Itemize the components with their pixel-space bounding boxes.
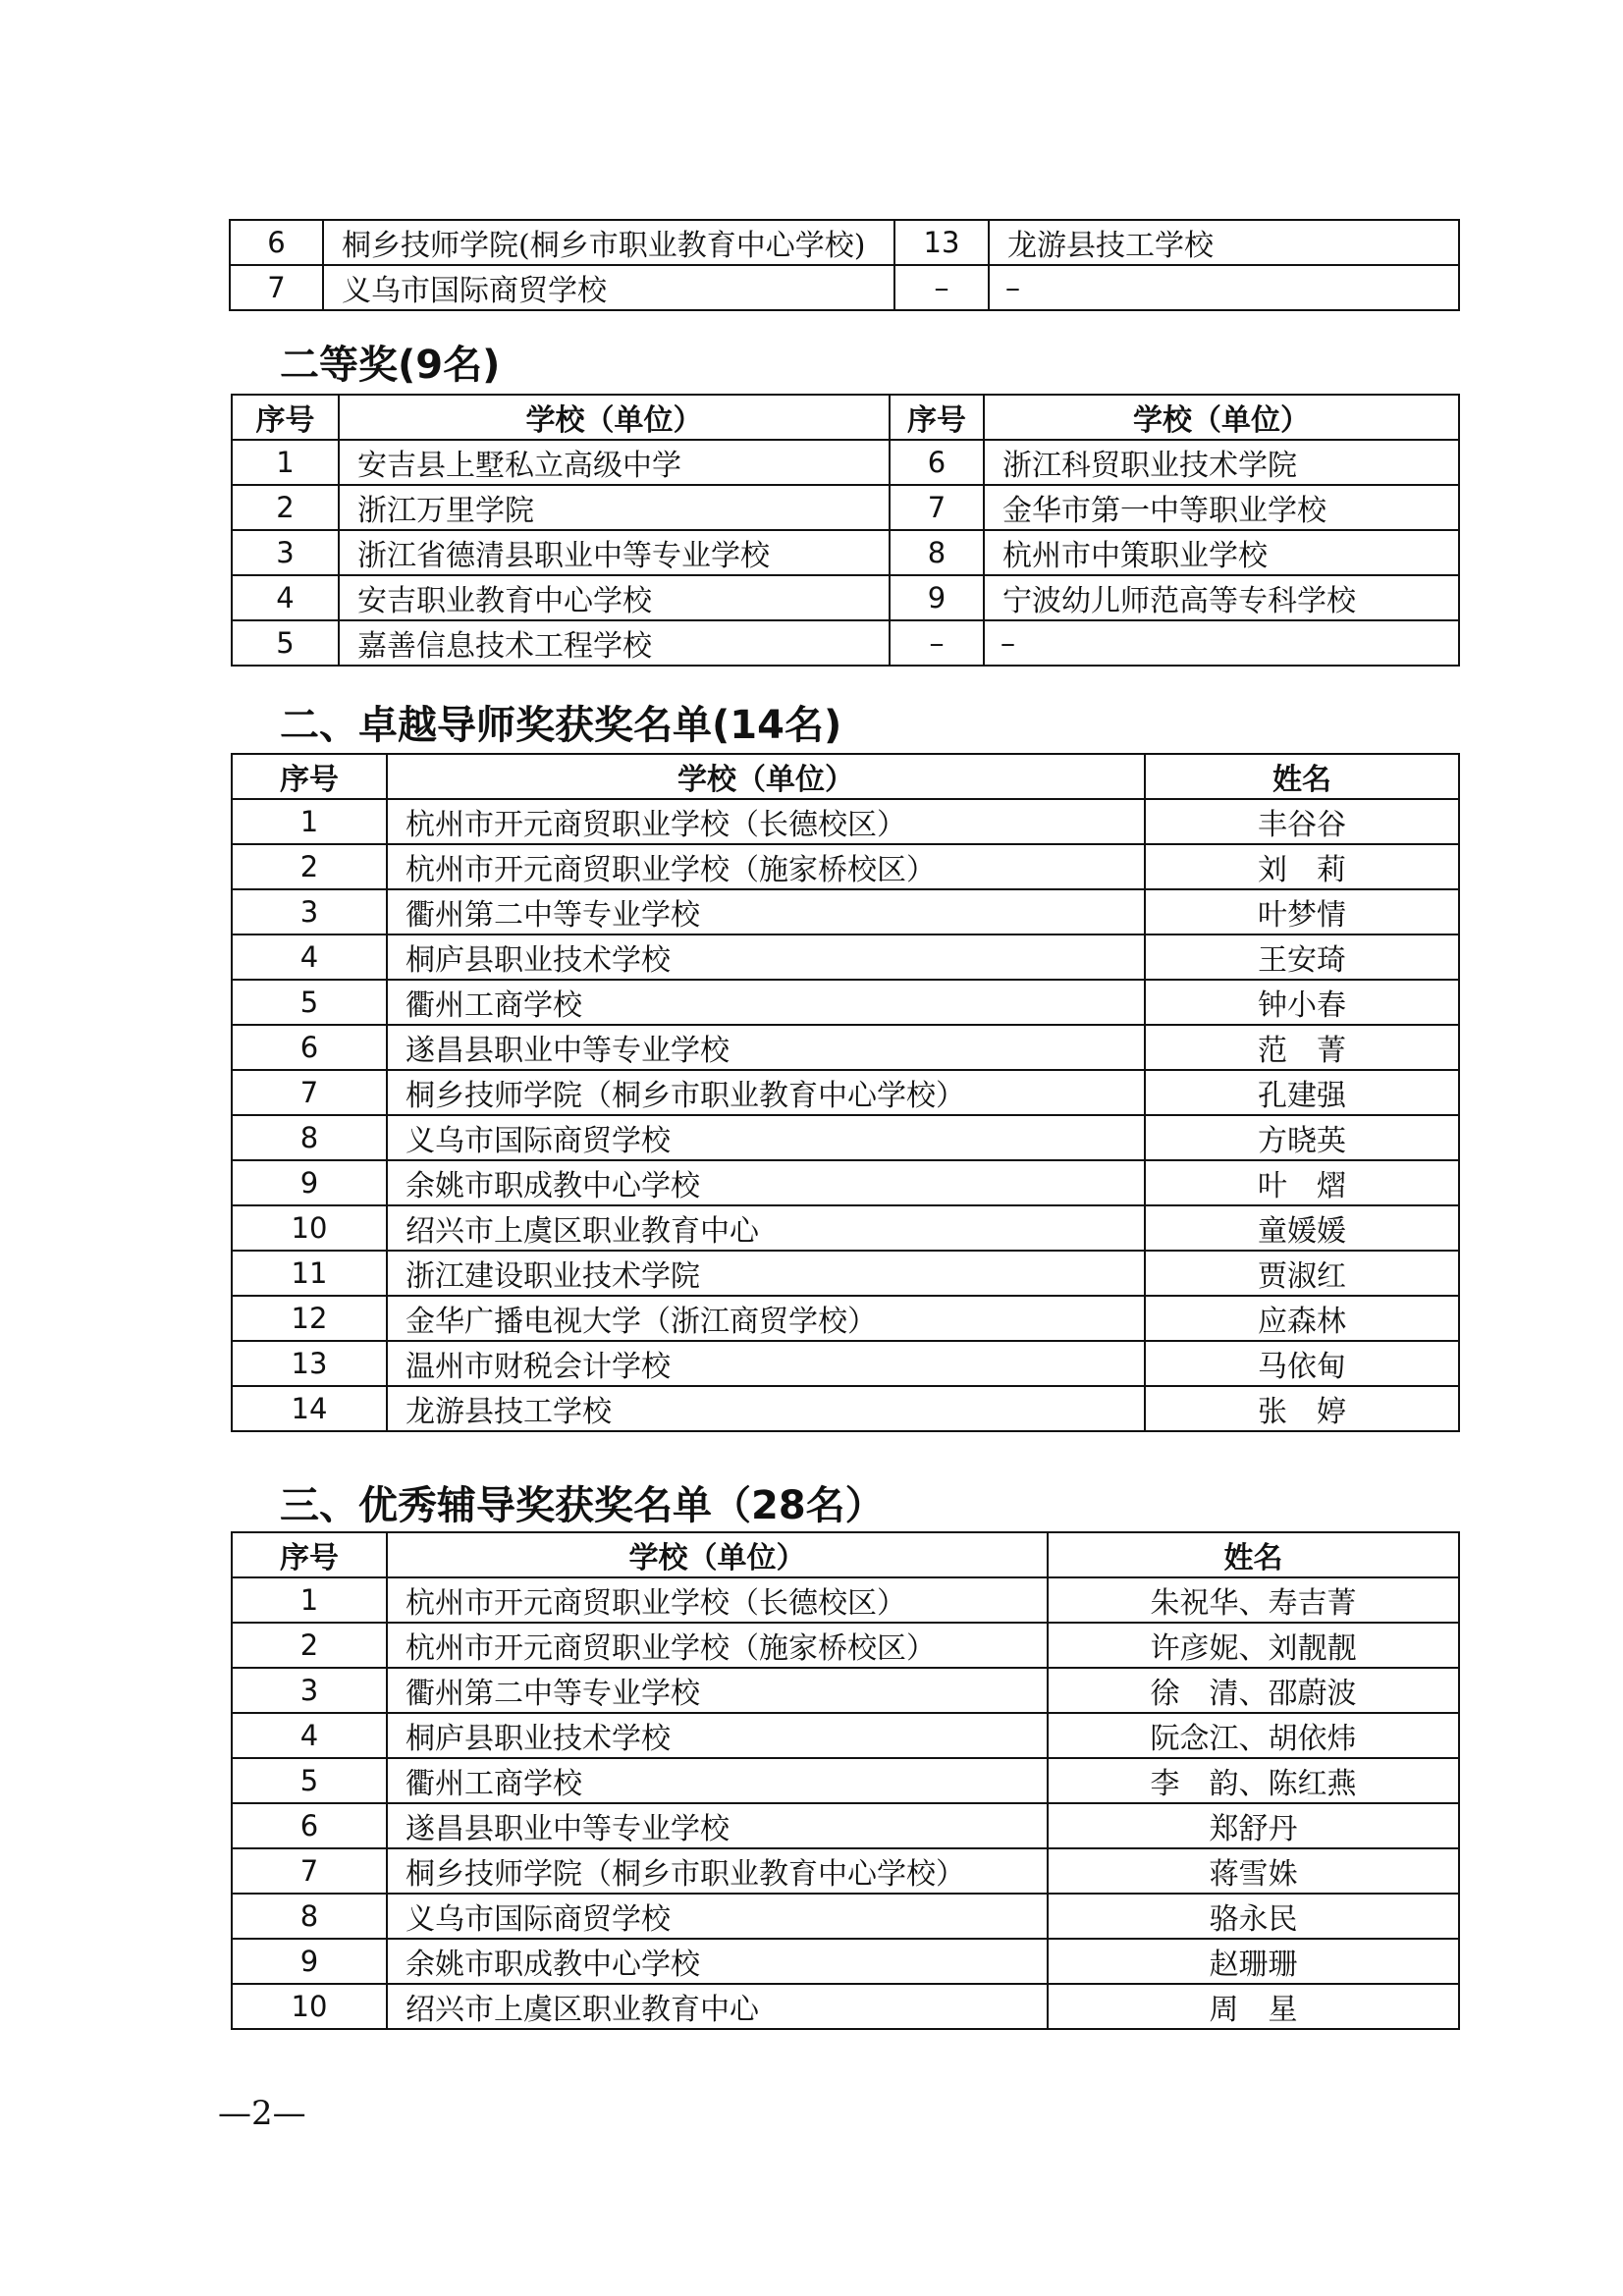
table-row [232, 1070, 1459, 1115]
school-name: 衢州工商学校 [387, 980, 1145, 1025]
table-header-row [232, 754, 1459, 799]
school-name: 杭州市开元商贸职业学校（长德校区） [387, 799, 1145, 844]
row-number: 11 [232, 1251, 387, 1296]
first-prize-continuation-table [229, 219, 1460, 311]
row-number: 2 [232, 1623, 387, 1668]
row-number: 3 [232, 1668, 387, 1713]
school-name: 金华广播电视大学（浙江商贸学校） [387, 1296, 1145, 1341]
header-no: 序号 [232, 395, 339, 440]
table-row [232, 575, 1459, 620]
school-name: 余姚市职成教中心学校 [387, 1160, 1145, 1205]
row-number: 6 [232, 1025, 387, 1070]
table-row [232, 1713, 1459, 1758]
school-name: 龙游县技工学校 [387, 1386, 1145, 1431]
school-name: 杭州市开元商贸职业学校（施家桥校区） [387, 1623, 1048, 1668]
table-row [232, 1758, 1459, 1803]
school-name: 衢州工商学校 [387, 1758, 1048, 1803]
person-name: 童媛媛 [1145, 1205, 1459, 1251]
header-school: 学校（单位） [339, 395, 890, 440]
person-name: 贾淑红 [1145, 1251, 1459, 1296]
school-name: 浙江建设职业技术学院 [387, 1251, 1145, 1296]
school-name: 安吉职业教育中心学校 [339, 575, 890, 620]
mentor-award-table [231, 753, 1460, 1432]
row-number: 5 [232, 620, 339, 666]
school-name: – [984, 620, 1459, 666]
table-row [232, 934, 1459, 980]
row-number: 6 [232, 1803, 387, 1848]
table-row [232, 1160, 1459, 1205]
header-no: 序号 [232, 754, 387, 799]
school-name: 义乌市国际商贸学校 [323, 265, 894, 310]
table-row [232, 1623, 1459, 1668]
table-row [232, 1984, 1459, 2029]
person-name: 孔建强 [1145, 1070, 1459, 1115]
table-row [232, 1577, 1459, 1623]
school-name: 龙游县技工学校 [989, 220, 1459, 265]
header-no: 序号 [890, 395, 984, 440]
page-number: —2— [218, 2094, 306, 2133]
school-name: 义乌市国际商贸学校 [387, 1115, 1145, 1160]
school-name: 浙江万里学院 [339, 485, 890, 530]
person-name: 钟小春 [1145, 980, 1459, 1025]
table-row [232, 1025, 1459, 1070]
school-name: 安吉县上墅私立高级中学 [339, 440, 890, 485]
school-name: 桐乡技师学院(桐乡市职业教育中心学校) [323, 220, 894, 265]
row-number: 13 [894, 220, 989, 265]
row-number: 9 [232, 1160, 387, 1205]
person-name: 李 韵、陈红燕 [1048, 1758, 1459, 1803]
row-number: 12 [232, 1296, 387, 1341]
table-row [230, 220, 1459, 265]
row-number: 4 [232, 934, 387, 980]
school-name: 浙江科贸职业技术学院 [984, 440, 1459, 485]
table-row [232, 1939, 1459, 1984]
school-name: 桐庐县职业技术学校 [387, 934, 1145, 980]
header-school: 学校（单位） [387, 754, 1145, 799]
person-name: 徐 清、邵蔚波 [1048, 1668, 1459, 1713]
table-row [232, 844, 1459, 889]
row-number: 7 [230, 265, 323, 310]
school-name: 义乌市国际商贸学校 [387, 1894, 1048, 1939]
school-name: 宁波幼儿师范高等专科学校 [984, 575, 1459, 620]
school-name: 余姚市职成教中心学校 [387, 1939, 1048, 1984]
table-row [232, 799, 1459, 844]
table-row [232, 620, 1459, 666]
table-row [232, 485, 1459, 530]
row-number: 13 [232, 1341, 387, 1386]
person-name: 方晓英 [1145, 1115, 1459, 1160]
header-school: 学校（单位） [387, 1532, 1048, 1577]
table-row [232, 980, 1459, 1025]
table-row [232, 889, 1459, 934]
table-row [232, 440, 1459, 485]
table-row [232, 1668, 1459, 1713]
school-name: 温州市财税会计学校 [387, 1341, 1145, 1386]
header-name: 姓名 [1145, 754, 1459, 799]
person-name: 刘 莉 [1145, 844, 1459, 889]
table-row [230, 265, 1459, 310]
person-name: 张 婷 [1145, 1386, 1459, 1431]
row-number: 4 [232, 1713, 387, 1758]
row-number: 7 [232, 1070, 387, 1115]
row-number: 5 [232, 1758, 387, 1803]
header-no: 序号 [232, 1532, 387, 1577]
table-row [232, 1386, 1459, 1431]
table-row [232, 1848, 1459, 1894]
table-row [232, 1341, 1459, 1386]
person-name: 赵珊珊 [1048, 1939, 1459, 1984]
row-number: 14 [232, 1386, 387, 1431]
row-number: 6 [890, 440, 984, 485]
row-number: – [894, 265, 989, 310]
row-number: 7 [232, 1848, 387, 1894]
school-name: 金华市第一中等职业学校 [984, 485, 1459, 530]
person-name: 王安琦 [1145, 934, 1459, 980]
table-header-row [232, 1532, 1459, 1577]
table-row [232, 1205, 1459, 1251]
row-number: 1 [232, 1577, 387, 1623]
person-name: 应森林 [1145, 1296, 1459, 1341]
row-number: 4 [232, 575, 339, 620]
row-number: 3 [232, 530, 339, 575]
school-name: 桐庐县职业技术学校 [387, 1713, 1048, 1758]
person-name: 许彦妮、刘靓靓 [1048, 1623, 1459, 1668]
row-number: 7 [890, 485, 984, 530]
row-number: 10 [232, 1984, 387, 2029]
school-name: 衢州第二中等专业学校 [387, 889, 1145, 934]
row-number: 1 [232, 799, 387, 844]
school-name: 绍兴市上虞区职业教育中心 [387, 1984, 1048, 2029]
person-name: 叶梦情 [1145, 889, 1459, 934]
row-number: 8 [890, 530, 984, 575]
row-number: 2 [232, 485, 339, 530]
school-name: 杭州市中策职业学校 [984, 530, 1459, 575]
row-number: 6 [230, 220, 323, 265]
tutor-award-heading: 三、优秀辅导奖获奖名单（28名） [280, 1483, 885, 1528]
person-name: 叶 熠 [1145, 1160, 1459, 1205]
person-name: 范 菁 [1145, 1025, 1459, 1070]
row-number: 9 [890, 575, 984, 620]
person-name: 朱祝华、寿吉菁 [1048, 1577, 1459, 1623]
row-number: 2 [232, 844, 387, 889]
second-prize-table [231, 394, 1460, 667]
school-name: 嘉善信息技术工程学校 [339, 620, 890, 666]
person-name: 蒋雪姝 [1048, 1848, 1459, 1894]
school-name: – [989, 265, 1459, 310]
school-name: 浙江省德清县职业中等专业学校 [339, 530, 890, 575]
mentor-award-heading: 二、卓越导师奖获奖名单(14名) [280, 703, 842, 748]
school-name: 杭州市开元商贸职业学校（长德校区） [387, 1577, 1048, 1623]
row-number: 8 [232, 1894, 387, 1939]
person-name: 周 星 [1048, 1984, 1459, 2029]
header-name: 姓名 [1048, 1532, 1459, 1577]
row-number: 1 [232, 440, 339, 485]
school-name: 桐乡技师学院（桐乡市职业教育中心学校） [387, 1848, 1048, 1894]
person-name: 骆永民 [1048, 1894, 1459, 1939]
school-name: 杭州市开元商贸职业学校（施家桥校区） [387, 844, 1145, 889]
table-row [232, 1115, 1459, 1160]
table-row [232, 1803, 1459, 1848]
row-number: 3 [232, 889, 387, 934]
person-name: 阮念江、胡依炜 [1048, 1713, 1459, 1758]
row-number: 10 [232, 1205, 387, 1251]
person-name: 郑舒丹 [1048, 1803, 1459, 1848]
table-row [232, 1296, 1459, 1341]
row-number: – [890, 620, 984, 666]
row-number: 5 [232, 980, 387, 1025]
school-name: 遂昌县职业中等专业学校 [387, 1025, 1145, 1070]
table-row [232, 1251, 1459, 1296]
row-number: 8 [232, 1115, 387, 1160]
header-school: 学校（单位） [984, 395, 1459, 440]
tutor-award-table [231, 1531, 1460, 2030]
row-number: 9 [232, 1939, 387, 1984]
table-row [232, 1894, 1459, 1939]
person-name: 马依甸 [1145, 1341, 1459, 1386]
person-name: 丰谷谷 [1145, 799, 1459, 844]
table-row [232, 530, 1459, 575]
school-name: 桐乡技师学院（桐乡市职业教育中心学校） [387, 1070, 1145, 1115]
school-name: 遂昌县职业中等专业学校 [387, 1803, 1048, 1848]
second-prize-heading: 二等奖(9名) [280, 343, 501, 388]
school-name: 衢州第二中等专业学校 [387, 1668, 1048, 1713]
table-header-row [232, 395, 1459, 440]
school-name: 绍兴市上虞区职业教育中心 [387, 1205, 1145, 1251]
